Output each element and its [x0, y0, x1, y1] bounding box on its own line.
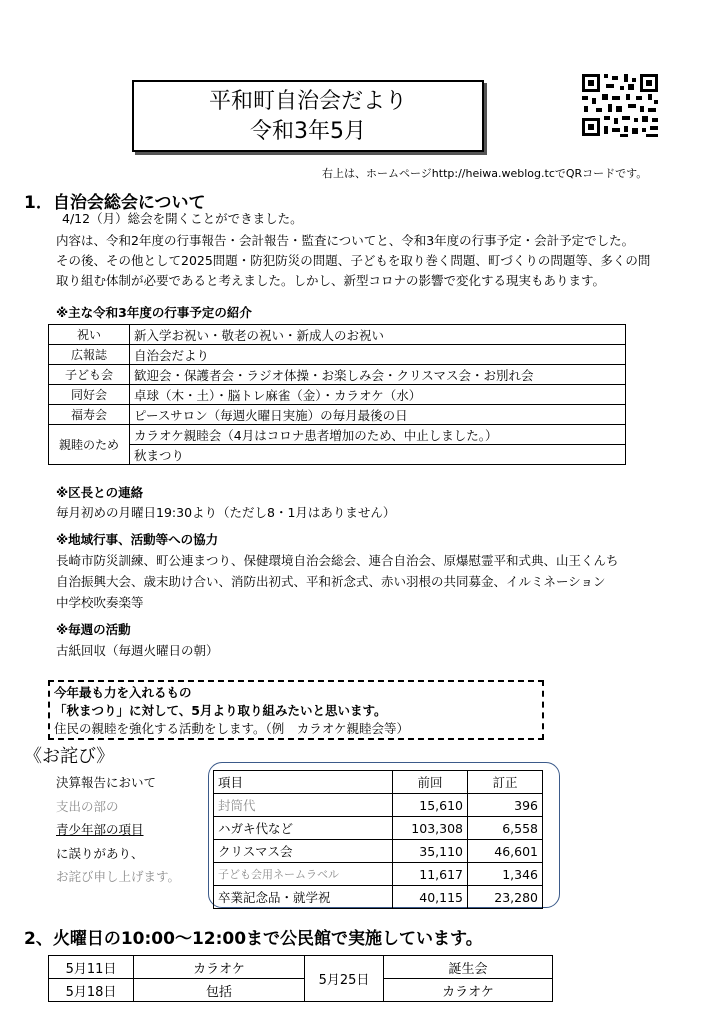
schedule-category: 祝い — [49, 325, 130, 345]
table-row — [49, 979, 553, 1002]
table-row — [49, 345, 626, 365]
schedule-description: 秋まつり — [130, 445, 626, 465]
section1-line-2: 内容は、令和2年度の行事報告・会計報告・監査についてと、令和3年度の行事予定・会計予定でした。 — [56, 233, 635, 248]
section1-line-1: 4/12（月）総会を開くことができました。 — [62, 211, 303, 226]
errata-item: 封筒代 — [214, 794, 393, 817]
apology-line-1: 決算報告において — [56, 775, 157, 790]
schedule-category: 広報誌 — [49, 345, 130, 365]
focus-line-2: 住民の親睦を強化する活動をします。（例 カラオケ親睦会等） — [54, 721, 410, 736]
schedule-description: 自治会だより — [130, 345, 626, 365]
table-row — [49, 956, 553, 979]
errata-corrected: 23,280 — [468, 886, 543, 909]
tuesday-schedule-table — [48, 955, 553, 1002]
errata-previous: 35,110 — [393, 840, 468, 863]
errata-item: 子ども会用ネームラベル — [214, 863, 393, 886]
table-row — [214, 840, 543, 863]
annual-schedule-table — [48, 324, 626, 465]
header-item: 項目 — [214, 771, 393, 794]
schedule-category: 福寿会 — [49, 405, 130, 425]
apology-line-2: 支出の部の — [56, 798, 119, 814]
errata-previous: 40,115 — [393, 886, 468, 909]
cooperation-line-1: 長崎市防災訓練、町公連まつり、保健環境自治会総会、連合自治会、原爆慰霊平和式典、山王くんち — [56, 553, 619, 568]
errata-item: クリスマス会 — [214, 840, 393, 863]
cooperation-line-3: 中学校吹奏楽等 — [56, 595, 144, 610]
schedule-heading: ※主な令和3年度の行事予定の紹介 — [56, 305, 252, 320]
header-previous: 前回 — [393, 771, 468, 794]
table-row — [214, 863, 543, 886]
qr-code-image[interactable] — [580, 72, 660, 138]
table-row — [49, 445, 626, 465]
schedule-event: 誕生会 — [384, 956, 553, 979]
weekly-activity-heading: ※毎週の活動 — [56, 622, 131, 637]
table-row — [49, 425, 626, 445]
table-row — [214, 886, 543, 909]
schedule-date: 5月11日 — [49, 956, 134, 979]
newsletter-title-box — [132, 80, 484, 152]
schedule-category: 子ども会 — [49, 365, 130, 385]
table-row — [49, 325, 626, 345]
schedule-event: 包括 — [134, 979, 305, 1002]
errata-corrected: 396 — [468, 794, 543, 817]
homepage-note: 右上は、ホームページhttp://heiwa.weblog.tcでQRコードです。 — [322, 167, 648, 180]
focus-line-1: 「秋まつり」に対して、5月より取り組みたいと思います。 — [54, 703, 387, 718]
section1-line-3: その後、その他として2025問題・防犯防災の問題、子どもを取り巻く問題、町づくりの問題等、多くの問 — [56, 253, 651, 268]
table-header-row — [214, 771, 543, 794]
header-corrected: 訂正 — [468, 771, 543, 794]
schedule-description: 卓球（木・土）・脳トレ麻雀（金）・カラオケ（水） — [130, 385, 626, 405]
errata-corrected: 6,558 — [468, 817, 543, 840]
schedule-description: カラオケ親睦会（4月はコロナ患者増加のため、中止しました。） — [130, 425, 626, 445]
schedule-category: 親睦のため — [49, 425, 130, 465]
section2-heading: 2、火曜日の10:00～12:00まで公民館で実施しています。 — [24, 929, 483, 949]
cooperation-line-2: 自治振興大会、歳末助け合い、消防出初式、平和祈念式、赤い羽根の共同募金、イルミネーション — [56, 574, 606, 589]
weekly-activity-text: 古紙回収（毎週火曜日の朝） — [56, 643, 219, 658]
ward-contact-text: 毎月初めの月曜日19:30より（ただし8・1月はありません） — [56, 505, 396, 520]
table-row — [49, 385, 626, 405]
newsletter-issue-date: 令和3年5月 — [250, 119, 366, 144]
schedule-date: 5月25日 — [305, 956, 384, 1002]
table-row — [49, 405, 626, 425]
table-row — [214, 817, 543, 840]
schedule-event: カラオケ — [384, 979, 553, 1002]
ward-contact-heading: ※区長との連絡 — [56, 485, 144, 500]
newsletter-title: 平和町自治会だより — [208, 89, 407, 114]
section1-heading: 1．自治会総会について — [24, 193, 206, 213]
apology-message — [56, 771, 206, 889]
schedule-category: 同好会 — [49, 385, 130, 405]
errata-table — [213, 770, 543, 909]
table-row — [214, 794, 543, 817]
errata-corrected: 1,346 — [468, 863, 543, 886]
apology-line-4: に誤りがあり、 — [56, 845, 144, 861]
annual-focus-box — [48, 680, 544, 740]
svg-text:QR: QR — [580, 72, 582, 73]
errata-previous: 103,308 — [393, 817, 468, 840]
schedule-description: ピースサロン（毎週火曜日実施）の毎月最後の日 — [130, 405, 626, 425]
schedule-event: カラオケ — [134, 956, 305, 979]
errata-item: ハガキ代など — [214, 817, 393, 840]
focus-heading: 今年最も力を入れるもの — [54, 685, 192, 700]
schedule-description: 新入学お祝い・敬老の祝い・新成人のお祝い — [130, 325, 626, 345]
table-row — [49, 365, 626, 385]
section1-line-4: 取り組む体制が必要であると考えました。しかし、新型コロナの影響で変化する現実もあります。 — [56, 273, 606, 288]
cooperation-heading: ※地域行事、活動等への協力 — [56, 532, 219, 547]
schedule-date: 5月18日 — [49, 979, 134, 1002]
apology-line-3: 青少年部の項目 — [56, 822, 144, 837]
apology-line-5: お詫び申し上げます。 — [56, 869, 181, 884]
schedule-description: 歓迎会・保護者会・ラジオ体操・お楽しみ会・クリスマス会・お別れ会 — [130, 365, 626, 385]
errata-item: 卒業記念品・就学祝 — [214, 886, 393, 909]
errata-corrected: 46,601 — [468, 840, 543, 863]
errata-previous: 11,617 — [393, 863, 468, 886]
errata-previous: 15,610 — [393, 794, 468, 817]
apology-heading: 《お詫び》 — [24, 746, 115, 767]
